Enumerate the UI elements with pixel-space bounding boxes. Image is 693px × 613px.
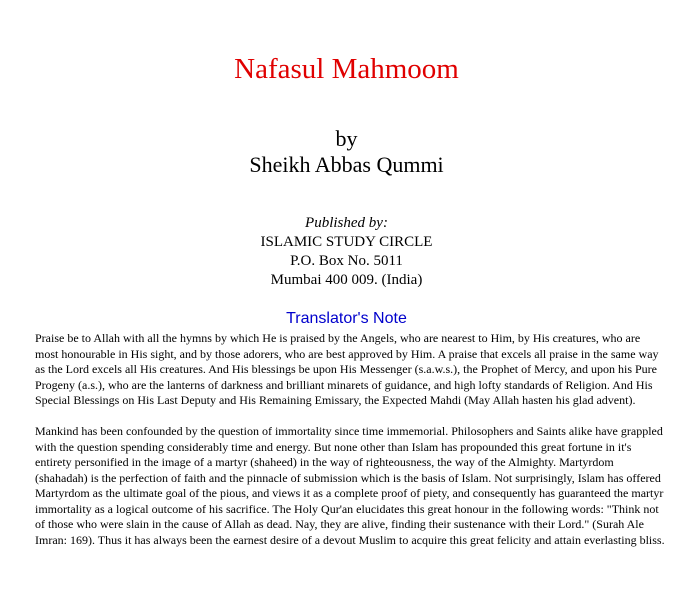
section-heading: Translator's Note xyxy=(286,310,407,327)
publisher-name: ISLAMIC STUDY CIRCLE xyxy=(260,234,433,250)
publisher-block xyxy=(0,214,693,290)
book-title: Nafasul Mahmoom xyxy=(234,53,459,85)
publisher-city: Mumbai 400 009. (India) xyxy=(270,272,423,288)
paragraph: Mankind has been confounded by the question of immortality since time immemorial. Philosophers and Saints alike have grappled with the question spending considerably time and energy. But none other than Islam has propounded this great fortune in it's entirety personified in the image of a martyr (shaheed) in the way of righteousness, the way of the Almighty. Martyrdom (shahadah) is the perfection of faith and the pinnacle of submission which is the basis of Islam. Not surprisingly, Islam has offered Martyrdom as the ultimate goal of the pious, and views it as a complete proof of piety, and consequently has guaranteed the martyr immortality as a logical outcome of his sacrifice. The Holy Qur'an elucidates this great honour in the following words: "Think not of those who were slain in the cause of Allah as dead. Nay, they are alive, finding their sustenance with their Lord." (Surah Ale Imran: 169). Thus it has always been the earnest desire of a devout Muslim to acquire this great felicity and attain everlasting bliss. xyxy=(35,424,665,547)
publisher-po-box: P.O. Box No. 5011 xyxy=(290,253,403,269)
author-name: Sheikh Abbas Qummi xyxy=(249,152,444,177)
published-by-label: Published by: xyxy=(305,215,388,231)
body-text xyxy=(35,331,665,564)
paragraph: Praise be to Allah with all the hymns by which He is praised by the Angels, who are nearest to Him, by His creatures, who are most honourable in His sight, and by those adorers, who are best approved by Him. A praise that excels all praise in the same way as the Lord excels all His creatures. And His blessings be upon His Messenger (s.a.w.s.), the Prophet of Mercy, and upon his Pure Progeny (a.s.), who are the lanterns of darkness and brilliant minarets of guidance, and high lofty standards of Religion. And His Special Blessings on His Last Deputy and His Remaining Emissary, the Expected Mahdi (May Allah hasten his glad advent). xyxy=(35,331,659,407)
by-line: by xyxy=(335,126,358,151)
